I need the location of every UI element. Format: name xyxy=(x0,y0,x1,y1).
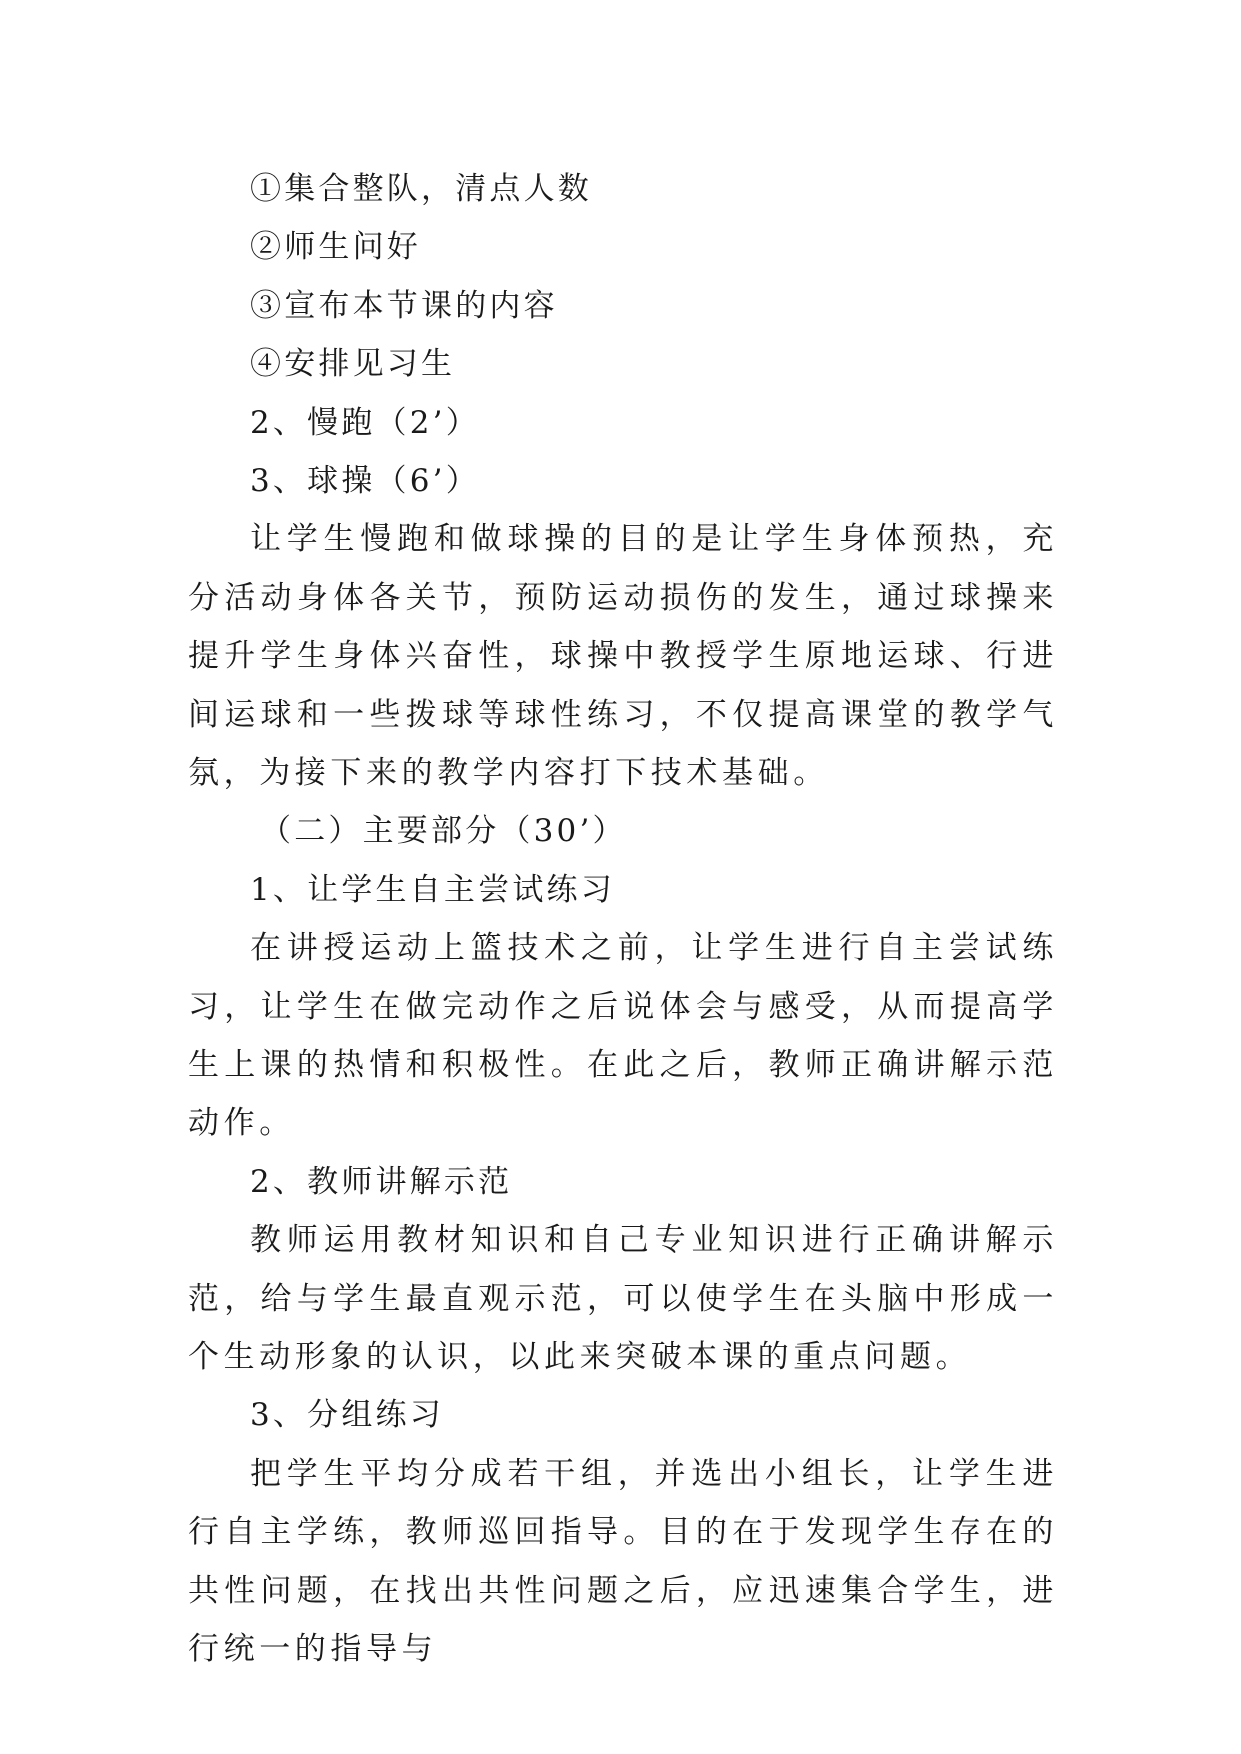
list-item-greeting: ②师生问好 xyxy=(250,229,421,266)
item-title-demonstration: 2、教师讲解示范 xyxy=(250,1163,513,1200)
list-item-observers: ④安排见习生 xyxy=(250,346,456,383)
document-body xyxy=(188,160,1058,1678)
list-item-announce: ③宣布本节课的内容 xyxy=(250,287,558,324)
list-item-assemble: ①集合整队，清点人数 xyxy=(250,171,592,207)
step-ball-exercise: 3、球操（6’） xyxy=(250,462,480,499)
paragraph-warmup-purpose: 让学生慢跑和做球操的目的是让学生身体预热，充分活动身体各关节，预防运动损伤的发生，通过球操来提升学生身体兴奋性，球操中教授学生原地运球、行进间运球和一些拨球等球性练习，不仅提高课堂的教学气氛，为接下来的教学内容打下技术基础。 xyxy=(188,521,1058,791)
item-title-self-practice: 1、让学生自主尝试练习 xyxy=(250,871,615,908)
paragraph-group-practice: 把学生平均分成若干组，并选出小组长，让学生进行自主学练，教师巡回指导。目的在于发现学生存在的共性问题，在找出共性问题之后，应迅速集合学生，进行统一的指导与 xyxy=(188,1455,1058,1667)
section-heading-main-part: （二）主要部分（30’） xyxy=(260,813,627,850)
step-jogging: 2、慢跑（2’） xyxy=(250,404,480,441)
paragraph-demonstration: 教师运用教材知识和自己专业知识进行正确讲解示范，给与学生最直观示范，可以使学生在头脑中形成一个生动形象的认识，以此来突破本课的重点问题。 xyxy=(188,1222,1058,1375)
paragraph-self-practice: 在讲授运动上篮技术之前，让学生进行自主尝试练习，让学生在做完动作之后说体会与感受，从而提高学生上课的热情和积极性。在此之后，教师正确讲解示范动作。 xyxy=(188,930,1058,1142)
item-title-group-practice: 3、分组练习 xyxy=(250,1397,444,1434)
